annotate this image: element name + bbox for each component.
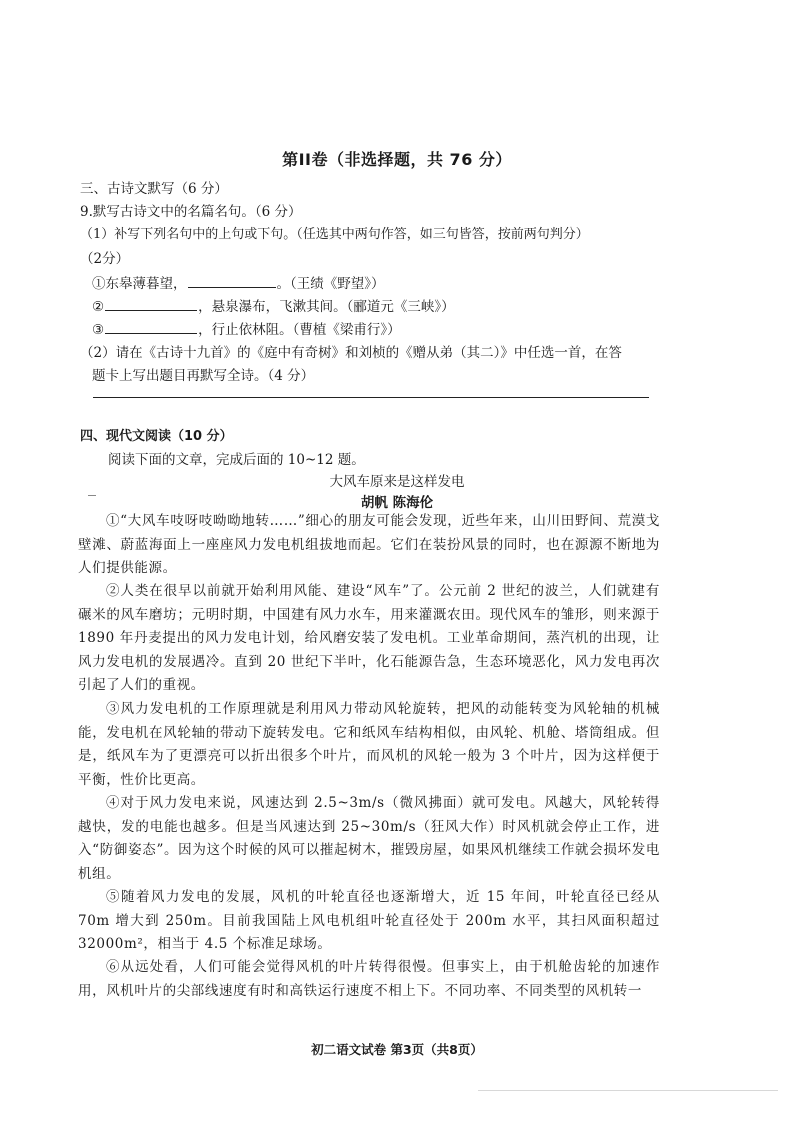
scan-artifact-line <box>478 1090 778 1091</box>
paragraph-3: ③风力发电机的工作原理就是利用风力带动风轮旋转，把风的动能转变为风轮轴的机械能，发电机在风轮轴的带动下旋转发电。它和纸风车结构相似，由风轮、机舱、塔筒组成。但是，纸风车为了更漂亮可以折出很多个叶片，而风机的风轮一般为 3 个叶片，因为这样便于平衡，性价比更高。 <box>78 701 660 788</box>
margin-mark <box>88 495 96 496</box>
fill-item-1 <box>92 274 385 293</box>
question-9-1-line1: （1）补写下列名句中的上句或下句。（任选其中两句作答，如三句皆答，按前两句判分） <box>80 227 589 242</box>
question-9: 9.默写古诗文中的名篇名句。（6 分） <box>80 204 302 220</box>
fill-item-2-num: ② <box>92 299 105 315</box>
section4-heading: 四、现代文阅读（10 分） <box>80 429 233 444</box>
answer-blank-3[interactable] <box>105 320 197 334</box>
fill-item-1-source: 。（王绩《野望》） <box>276 276 385 292</box>
question-9-1-line2: （2分） <box>80 251 130 267</box>
fill-item-3-text: ，行止依林阻。（曹植《梁甫行》） <box>198 322 401 338</box>
answer-line[interactable] <box>93 397 649 398</box>
question-9-2-line2: 题卡上写出题目再默写全诗。（4 分） <box>92 368 315 384</box>
section3-heading: 三、古诗文默写（6 分） <box>80 181 228 197</box>
article-title: 大风车原来是这样发电 <box>329 474 465 490</box>
paragraph-6: ⑥从远处看，人们可能会觉得风机的叶片转得很慢。但事实上，由于机舱齿轮的加速作用，风机叶片的尖部线速度有时和高铁运行速度不相上下。不同功率、不同类型的风机转一 <box>78 959 660 999</box>
paragraph-1: ①“大风车吱呀吱呦呦地转……”细心的朋友可能会发现，近些年来，山川田野间、荒漠戈壁滩、蔚蓝海面上一座座风力发电机组拔地而起。它们在装扮风景的同时，也在源源不断地为人们提供能源。 <box>78 513 660 576</box>
paragraph-4: ④对于风力发电来说，风速达到 2.5~3m/s（微风拂面）就可发电。风越大，风轮转得越快，发的电能也越多。但是当风速达到 25~30m/s（狂风大作）时风机就会停止工作，进入“防御姿态”。因为这个时候的风可以摧起树木，摧毁房屋，如果风机继续工作就会损坏发电机组。 <box>78 795 660 882</box>
fill-item-2-text: ，悬泉瀑布，飞漱其间。（郦道元《三峡》） <box>198 299 455 315</box>
paragraph-2: ②人类在很早以前就开始利用风能、建设“风车”了。公元前 2 世纪的波兰，人们就建有碾米的风车磨坊；元明时期，中国建有风力水车，用来灌溉农田。现代风车的雏形，则来源于 1890 年丹麦提出的风力发电计划，给风磨安装了发电机。工业革命期间，蒸汽机的出现，让风力发电机的发展遇冷。直到 20 世纪下半叶，化石能源告急，生态环境恶化，风力发电再次引起了人们的重视。 <box>78 583 660 693</box>
fill-item-3-num: ③ <box>92 322 105 338</box>
exam-part-title: 第II卷（非选择题，共 76 分） <box>282 150 512 169</box>
question-9-2-line1: （2）请在《古诗十九首》的《庭中有奇树》和刘桢的《赠从弟（其二）》中任选一首，在答 <box>80 345 622 361</box>
page-footer: 初二语文试卷 第3页（共8页） <box>311 1042 483 1057</box>
fill-item-2 <box>92 297 455 316</box>
answer-blank-1[interactable] <box>188 274 276 288</box>
fill-item-3 <box>92 320 401 339</box>
reading-instruction: 阅读下面的文章，完成后面的 10~12 题。 <box>108 452 365 468</box>
article-authors: 胡帆 陈海伦 <box>360 495 434 511</box>
paragraph-5: ⑤随着风力发电的发展，风机的叶轮直径也逐渐增大，近 15 年间，叶轮直径已经从 70m 增大到 250m。目前我国陆上风电机组叶轮直径处于 200m 水平，其扫风面积超过 32000m²，相当于 4.5 个标准足球场。 <box>78 889 660 952</box>
answer-blank-2[interactable] <box>105 297 197 311</box>
fill-item-1-text: ①东皋薄暮望， <box>92 276 187 292</box>
